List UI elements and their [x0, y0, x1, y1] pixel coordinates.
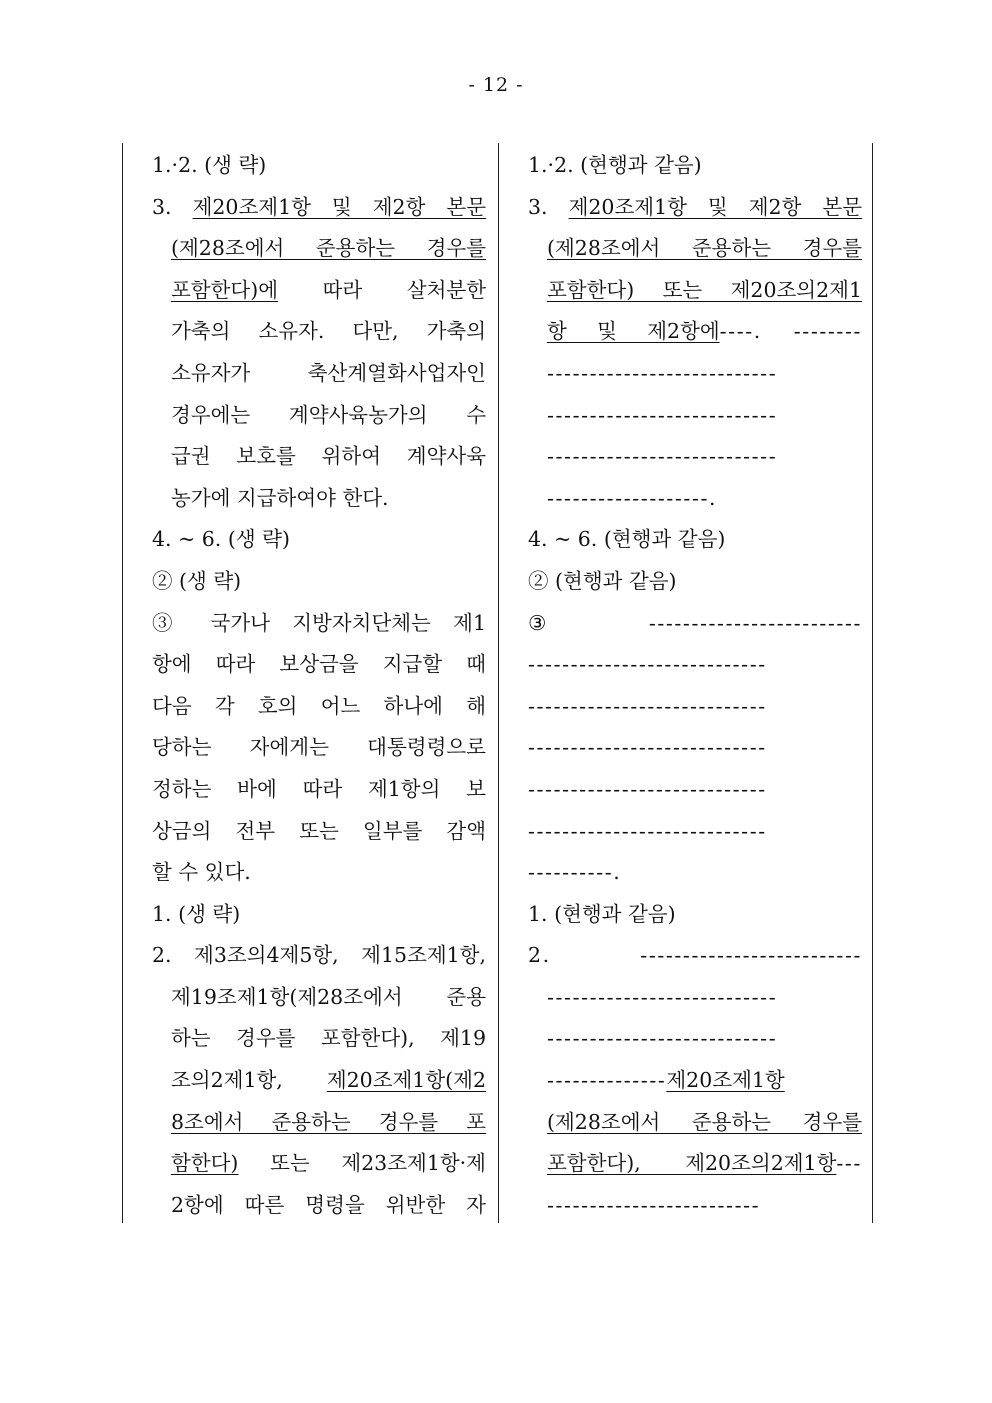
unchanged-text-dashes: ③ ------------------------- [528, 610, 862, 635]
current-line: 2항에 따른 명령을 위반한 자 [171, 1192, 486, 1217]
unchanged-text-dashes: --------------------------- [547, 402, 778, 427]
underlined-amendment: 포함한다) 또는 제20조의2제1 [547, 277, 862, 302]
underlined-amendment: 제20조제1항 및 제2항 본문 [568, 194, 863, 219]
unchanged-text-dashes: -------------------. [547, 485, 718, 510]
revised-law-column [528, 145, 862, 1226]
revised-line: 1. (현행과 같음) [528, 901, 676, 926]
revised-line: 포함한다), 제20조의2제1항--- [547, 1151, 862, 1176]
table-right-border [872, 143, 873, 1223]
unchanged-text-dashes: 2. -------------------------- [528, 943, 862, 968]
current-line: 3. 제20조제1항 및 제2항 본문 [152, 194, 487, 219]
current-line: 가축의 소유자. 다만, 가축의 [171, 319, 486, 344]
revised-line: 4. ~ 6. (현행과 같음) [528, 527, 726, 552]
current-line: 상금의 전부 또는 일부를 감액 [152, 818, 486, 843]
unchanged-text-dashes: ------------------------- [547, 1192, 761, 1217]
table-left-border [122, 143, 123, 1223]
underlined-amendment: 포함한다)에 [171, 277, 279, 302]
underlined-amendment: (제28조에서 준용하는 경우를 [171, 236, 486, 261]
current-line: 1.·2. (생 략) [152, 153, 267, 177]
unchanged-text-dashes: ---------------------------- [528, 652, 767, 677]
current-line: 포함한다)에 따라 살처분한 [171, 277, 486, 302]
unchanged-text-dashes: --------------------------- [547, 1026, 778, 1051]
current-line: 당하는 자에게는 대통령령으로 [152, 735, 486, 760]
underlined-amendment: (제28조에서 준용하는 경우를 [547, 1109, 862, 1134]
unchanged-text-dashes: ---------------------------- [528, 693, 767, 718]
current-line: 조의2제1항, 제20조제1항(제2 [171, 1068, 486, 1093]
underlined-amendment: (제28조에서 준용하는 경우를 [547, 236, 862, 261]
underlined-amendment: 함한다) [171, 1151, 239, 1176]
revised-line: 1.·2. (현행과 같음) [528, 153, 702, 177]
unchanged-text-dashes: ---------------------------- [528, 818, 767, 843]
current-line: ③ 국가나 지방자치단체는 제1 [152, 610, 486, 635]
current-line: 항에 따라 보상금을 지급할 때 [152, 652, 486, 677]
underlined-amendment: 8조에서 준용하는 경우를 포 [171, 1109, 486, 1134]
current-line: 경우에는 계약사육농가의 수 [171, 402, 486, 427]
revised-line: --------------제20조제1항 [547, 1068, 785, 1093]
current-line: 농가에 지급하여야 한다. [171, 485, 389, 510]
current-line: 2. 제3조의4제5항, 제15조제1항, [152, 943, 486, 968]
underlined-amendment: 항 및 제2항에 [547, 319, 720, 344]
unchanged-text-dashes: --------------------------- [547, 360, 778, 385]
unchanged-text-dashes: --------------------------- [547, 444, 778, 469]
revised-line: 3. 제20조제1항 및 제2항 본문 [528, 194, 863, 219]
current-line: 소유자가 축산계열화사업자인 [171, 360, 486, 385]
underlined-amendment: 포함한다), 제20조의2제1항 [547, 1151, 837, 1176]
current-line: 급권 보호를 위하여 계약사육 [171, 444, 486, 469]
unchanged-text-dashes: --------------------------- [547, 984, 778, 1009]
current-line: 정하는 바에 따라 제1항의 보 [152, 776, 486, 801]
unchanged-text-dashes: ----------. [528, 860, 622, 885]
current-line: 할 수 있다. [152, 860, 251, 885]
current-line: 제19조제1항(제28조에서 준용 [171, 984, 486, 1009]
current-law-column [152, 145, 486, 1226]
unchanged-text-dashes: ---------------------------- [528, 735, 767, 760]
current-line: 4. ~ 6. (생 략) [152, 527, 290, 552]
underlined-amendment: 제20조제1항(제2 [326, 1068, 486, 1093]
current-line: 1. (생 략) [152, 901, 241, 926]
table-column-divider [498, 143, 499, 1223]
current-line: 다음 각 호의 어느 하나에 해 [152, 693, 486, 718]
current-line: 하는 경우를 포함한다), 제19 [171, 1026, 486, 1051]
current-line: ② (생 략) [152, 568, 242, 593]
unchanged-text-dashes: ---------------------------- [528, 776, 767, 801]
underlined-amendment: 제20조제1항 [666, 1068, 785, 1093]
page-number: - 12 - [468, 74, 524, 96]
current-line: 함한다) 또는 제23조제1항·제 [171, 1151, 486, 1176]
underlined-amendment: 제20조제1항 및 제2항 본문 [192, 194, 487, 219]
revised-line: ② (현행과 같음) [528, 568, 677, 593]
revised-line: 항 및 제2항에----. -------- [547, 319, 862, 344]
